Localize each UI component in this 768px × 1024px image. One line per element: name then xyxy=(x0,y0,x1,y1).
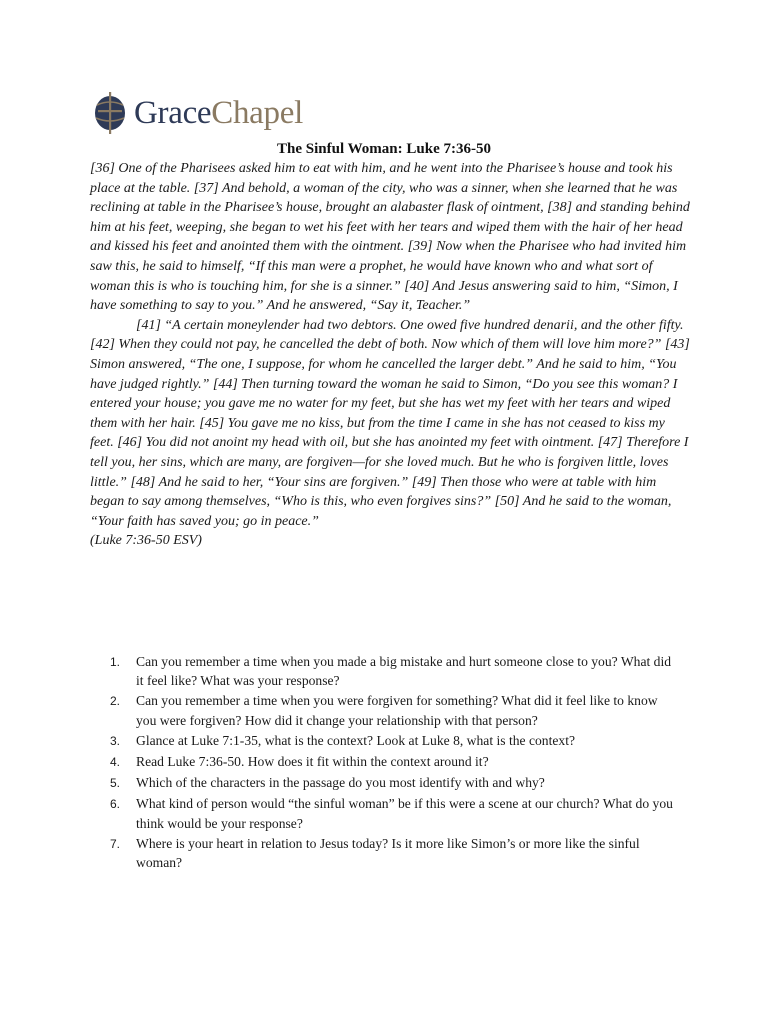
discussion-questions xyxy=(110,652,680,873)
question-text: What kind of person would “the sinful woman” be if this were a scene at our church? What do you think would be your response? xyxy=(136,796,673,831)
logo-word-grace: Grace xyxy=(134,94,212,131)
scripture-citation: (Luke 7:36-50 ESV) xyxy=(90,533,202,549)
question-item xyxy=(110,834,680,872)
page-title: The Sinful Woman: Luke 7:36-50 xyxy=(277,141,491,157)
question-text: Can you remember a time when you were forgiven for something? What did it feel like to know you were forgiven? How did it change your relationship with that person? xyxy=(136,693,658,728)
grace-chapel-logo xyxy=(92,90,303,136)
question-item xyxy=(110,773,680,793)
question-text: Glance at Luke 7:1-35, what is the context? Look at Luke 8, what is the context? xyxy=(136,732,576,748)
question-item xyxy=(110,652,680,690)
question-text: Where is your heart in relation to Jesus today? Is it more like Simon’s or more like the sinful woman? xyxy=(136,835,640,871)
cross-globe-icon xyxy=(92,91,128,135)
logo-word-chapel: Chapel xyxy=(211,94,303,131)
question-item xyxy=(110,691,680,729)
question-item xyxy=(110,752,680,772)
question-number: 5. xyxy=(110,776,121,791)
logo-wordmark xyxy=(134,94,303,131)
question-number: 7. xyxy=(110,836,121,851)
scripture-paragraph-2: [41] “A certain moneylender had two debtors. One owed five hundred denarii, and the other fifty. [42] When they could not pay, he cancelled the debt of both. Now which of them will love him more?” [43] Simon answered, “The one, I suppose, for whom he cancelled the larger debt.” And he said to him, “You have judged rightly.” [44] Then turning toward the woman he said to Simon, “Do you see this woman? I entered your house; you gave me no water for my feet, but she has wet my feet with her tears and wiped them with her hair. [45] You gave me no kiss, but from the time I came in she has not ceased to kiss my feet. [46] You did not anoint my head with oil, but she has anointed my feet with ointment. [47] Therefore I tell you, her sins, which are many, are forgiven—for she loved much. But he who is forgiven little, loves little.” [48] And he said to her, “Your sins are forgiven.” [49] Then those who were at table with him began to say among themselves, “Who is this, who even forgives sins?” [50] And he said to the woman, “Your faith has saved you; go in peace.” xyxy=(90,317,690,529)
question-number: 1. xyxy=(110,655,121,669)
question-number: 6. xyxy=(110,797,121,812)
scripture-passage xyxy=(90,159,690,551)
question-text: Can you remember a time when you made a big mistake and hurt someone close to you? What did it feel like? What was your response? xyxy=(136,654,672,689)
question-number: 4. xyxy=(110,755,121,770)
question-text: Read Luke 7:36-50. How does it fit within the context around it? xyxy=(136,754,489,770)
question-number: 2. xyxy=(110,694,121,709)
question-text: Which of the characters in the passage do you most identify with and why? xyxy=(136,775,545,791)
scripture-paragraph-1: [36] One of the Pharisees asked him to eat with him, and he went into the Pharisee’s house and took his place at the table. [37] And behold, a woman of the city, who was a sinner, when she learned that he was reclining at table in the Pharisee’s house, brought an alabaster flask of ointment, [38] and standing behind him at his feet, weeping, she began to wet his feet with her tears and wiped them with the hair of her head and kissed his feet and anointed them with the ointment. [39] Now when the Pharisee who had invited him saw this, he said to himself, “If this man were a prophet, he would have known who and what sort of woman this is who is touching him, for she is a sinner.” [40] And Jesus answering said to him, “Simon, I have something to say to you.” And he answered, “Say it, Teacher.” xyxy=(90,161,690,314)
question-item xyxy=(110,794,680,832)
question-number: 3. xyxy=(110,733,121,748)
question-item xyxy=(110,731,680,751)
